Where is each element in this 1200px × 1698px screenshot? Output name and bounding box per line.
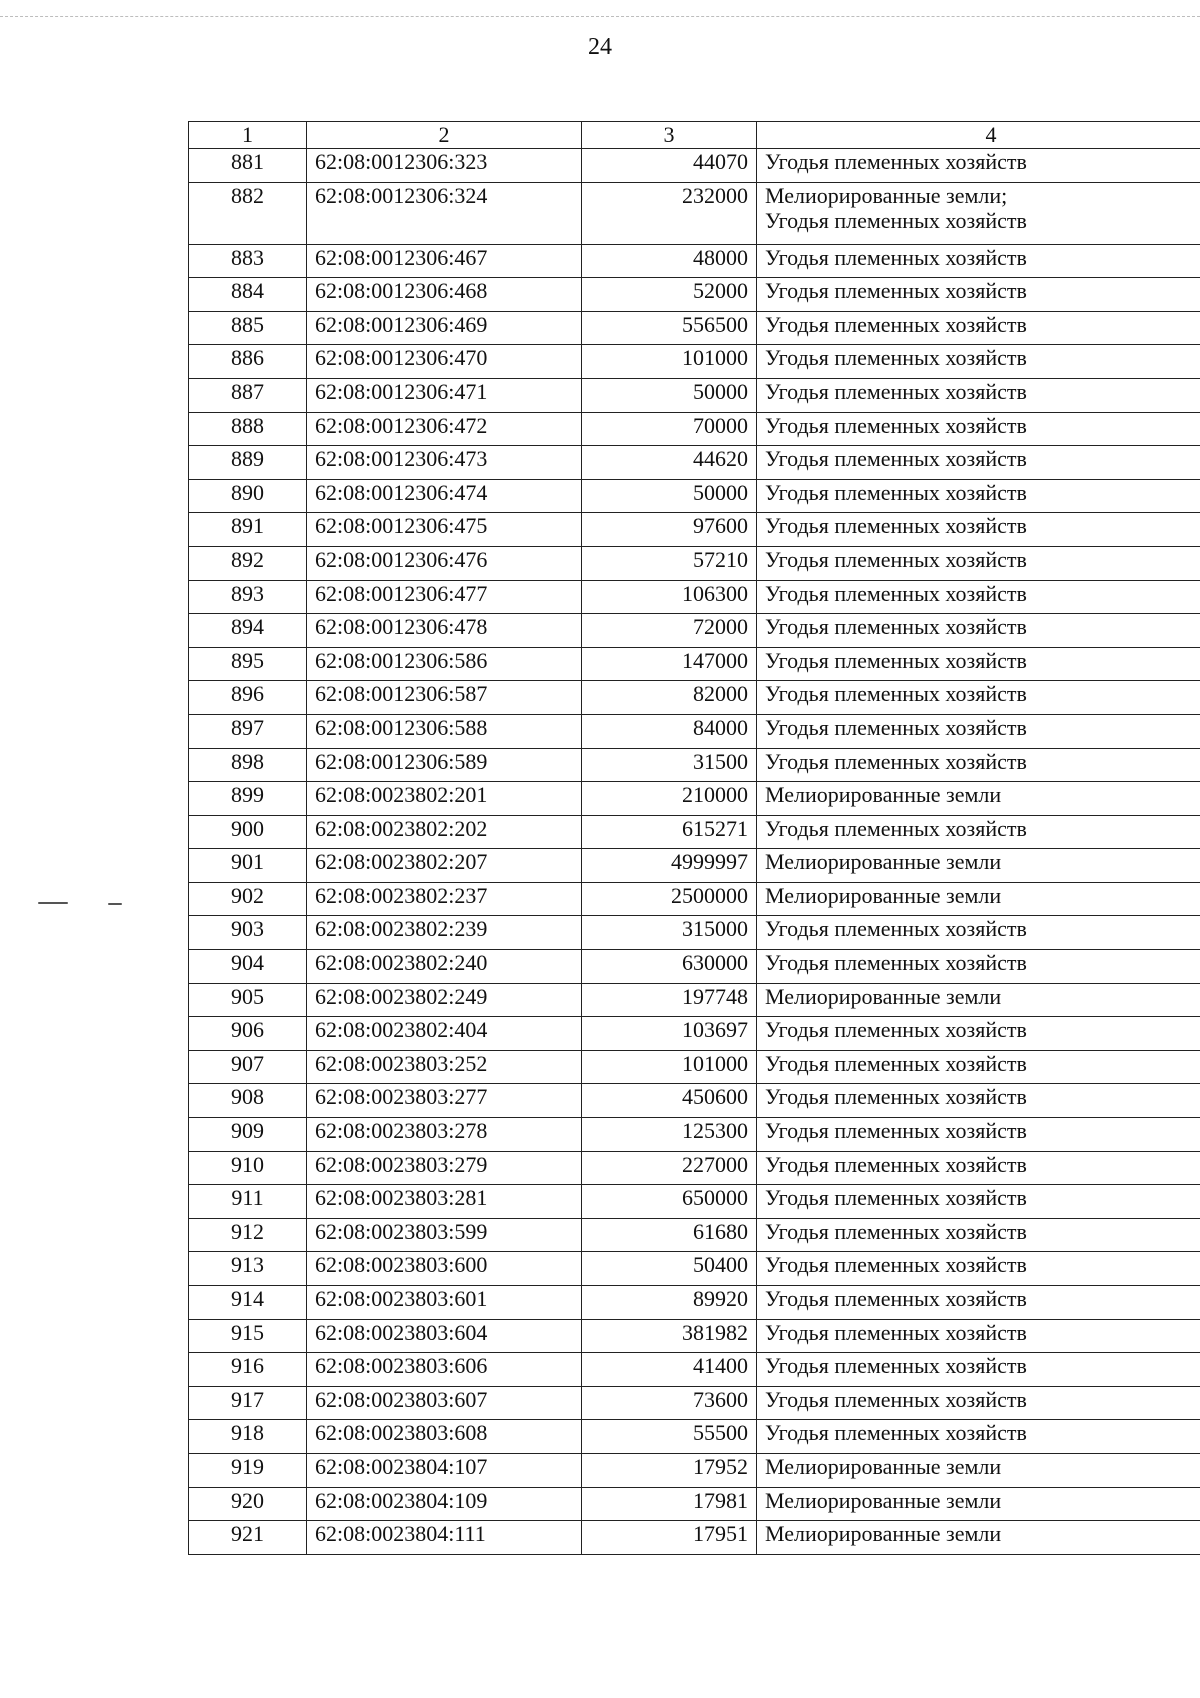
land-category — [757, 182, 1200, 244]
scan-edge-line — [0, 16, 1200, 17]
land-category — [757, 244, 1200, 278]
land-category-text: Угодья племенных хозяйств — [765, 244, 1027, 270]
row-number: 920 — [189, 1487, 307, 1521]
table-row — [189, 1151, 1200, 1185]
plot-area: 210000 — [582, 782, 757, 816]
row-number: 901 — [189, 849, 307, 883]
row-number: 898 — [189, 748, 307, 782]
row-number: 885 — [189, 311, 307, 345]
plot-area: 82000 — [582, 681, 757, 715]
land-category-text: Мелиорированные земли — [765, 782, 1002, 808]
cadastral-number: 62:08:0023804:107 — [307, 1453, 582, 1487]
land-category — [757, 1487, 1200, 1521]
table-row — [189, 1185, 1200, 1219]
land-category-text: Угодья племенных хозяйств — [765, 446, 1027, 472]
land-category — [757, 1453, 1200, 1487]
plot-area: 125300 — [582, 1118, 757, 1152]
cadastral-number: 62:08:0023803:252 — [307, 1050, 582, 1084]
land-category — [757, 278, 1200, 312]
land-category — [757, 1420, 1200, 1454]
table-row — [189, 1386, 1200, 1420]
cadastral-number: 62:08:0023803:599 — [307, 1218, 582, 1252]
plot-area: 615271 — [582, 815, 757, 849]
column-header-3: 3 — [582, 122, 757, 149]
table-row — [189, 311, 1200, 345]
table-row — [189, 1017, 1200, 1051]
table-row — [189, 1353, 1200, 1387]
cadastral-number: 62:08:0012306:588 — [307, 714, 582, 748]
row-number: 913 — [189, 1252, 307, 1286]
plot-area: 41400 — [582, 1353, 757, 1387]
cadastral-number: 62:08:0012306:467 — [307, 244, 582, 278]
land-category — [757, 714, 1200, 748]
plot-area: 72000 — [582, 614, 757, 648]
row-number: 909 — [189, 1118, 307, 1152]
plot-area: 97600 — [582, 513, 757, 547]
row-number: 917 — [189, 1386, 307, 1420]
row-number: 893 — [189, 580, 307, 614]
page-number: 24 — [588, 34, 612, 60]
land-category — [757, 1017, 1200, 1051]
land-category-text: Мелиорированные земли; Угодья племенных хозяйств — [765, 182, 1027, 233]
land-category — [757, 345, 1200, 379]
land-category-text: Угодья племенных хозяйств — [765, 311, 1027, 337]
plot-area: 197748 — [582, 983, 757, 1017]
table-row — [189, 446, 1200, 480]
land-category — [757, 983, 1200, 1017]
cadastral-number: 62:08:0012306:474 — [307, 479, 582, 513]
cadastral-number: 62:08:0023803:281 — [307, 1185, 582, 1219]
table-row — [189, 849, 1200, 883]
cadastral-number: 62:08:0023804:109 — [307, 1487, 582, 1521]
land-category — [757, 748, 1200, 782]
land-category — [757, 412, 1200, 446]
scan-mark — [108, 903, 122, 905]
cadastral-number: 62:08:0023803:601 — [307, 1286, 582, 1320]
land-category-text: Мелиорированные земли — [765, 983, 1002, 1009]
land-category-text: Угодья племенных хозяйств — [765, 345, 1027, 371]
row-number: 905 — [189, 983, 307, 1017]
land-category-text: Угодья племенных хозяйств — [765, 1420, 1027, 1446]
cadastral-number: 62:08:0023802:249 — [307, 983, 582, 1017]
cadastral-number: 62:08:0023803:604 — [307, 1319, 582, 1353]
plot-area: 101000 — [582, 345, 757, 379]
land-category-text: Угодья племенных хозяйств — [765, 479, 1027, 505]
table-row — [189, 345, 1200, 379]
cadastral-number: 62:08:0012306:478 — [307, 614, 582, 648]
table-row — [189, 1050, 1200, 1084]
table-row — [189, 983, 1200, 1017]
plot-area: 70000 — [582, 412, 757, 446]
land-category-text: Угодья племенных хозяйств — [765, 1118, 1027, 1144]
cadastral-number: 62:08:0023803:608 — [307, 1420, 582, 1454]
land-category — [757, 1252, 1200, 1286]
plot-area: 50400 — [582, 1252, 757, 1286]
row-number: 903 — [189, 916, 307, 950]
plot-area: 103697 — [582, 1017, 757, 1051]
plot-area: 450600 — [582, 1084, 757, 1118]
table-row — [189, 916, 1200, 950]
table-row — [189, 244, 1200, 278]
land-category-text: Угодья племенных хозяйств — [765, 748, 1027, 774]
plot-area: 52000 — [582, 278, 757, 312]
land-category — [757, 882, 1200, 916]
plot-area: 44620 — [582, 446, 757, 480]
plot-area: 48000 — [582, 244, 757, 278]
table-row — [189, 182, 1200, 244]
land-category — [757, 681, 1200, 715]
row-number: 906 — [189, 1017, 307, 1051]
table-row — [189, 1218, 1200, 1252]
cadastral-number: 62:08:0012306:469 — [307, 311, 582, 345]
land-category — [757, 1286, 1200, 1320]
table-row — [189, 1487, 1200, 1521]
table-row — [189, 614, 1200, 648]
cadastral-number: 62:08:0012306:587 — [307, 681, 582, 715]
plot-area: 2500000 — [582, 882, 757, 916]
plot-area: 50000 — [582, 378, 757, 412]
land-category — [757, 546, 1200, 580]
land-category-text: Угодья племенных хозяйств — [765, 714, 1027, 740]
plot-area: 227000 — [582, 1151, 757, 1185]
plot-area: 381982 — [582, 1319, 757, 1353]
plot-area: 630000 — [582, 950, 757, 984]
cadastral-number: 62:08:0012306:468 — [307, 278, 582, 312]
land-category — [757, 311, 1200, 345]
plot-area: 73600 — [582, 1386, 757, 1420]
land-category-text: Угодья племенных хозяйств — [765, 1151, 1027, 1177]
land-category-text: Угодья племенных хозяйств — [765, 614, 1027, 640]
table-row — [189, 815, 1200, 849]
plot-area: 31500 — [582, 748, 757, 782]
scan-mark — [38, 902, 68, 904]
land-category-text: Угодья племенных хозяйств — [765, 1084, 1027, 1110]
land-category — [757, 580, 1200, 614]
land-category — [757, 378, 1200, 412]
row-number: 907 — [189, 1050, 307, 1084]
cadastral-number: 62:08:0012306:324 — [307, 182, 582, 244]
cadastral-number: 62:08:0012306:323 — [307, 149, 582, 183]
land-category-text: Угодья племенных хозяйств — [765, 1286, 1027, 1311]
row-number: 919 — [189, 1453, 307, 1487]
land-category-text: Угодья племенных хозяйств — [765, 1252, 1027, 1278]
row-number: 900 — [189, 815, 307, 849]
cadastral-number: 62:08:0012306:476 — [307, 546, 582, 580]
land-category — [757, 815, 1200, 849]
land-category — [757, 916, 1200, 950]
plot-area: 4999997 — [582, 849, 757, 883]
plot-area: 147000 — [582, 647, 757, 681]
cadastral-number: 62:08:0023802:240 — [307, 950, 582, 984]
table-row — [189, 748, 1200, 782]
cadastral-number: 62:08:0012306:471 — [307, 378, 582, 412]
cadastral-number: 62:08:0023803:600 — [307, 1252, 582, 1286]
row-number: 894 — [189, 614, 307, 648]
table-row — [189, 1521, 1200, 1555]
table-row — [189, 378, 1200, 412]
row-number: 889 — [189, 446, 307, 480]
plot-area: 17952 — [582, 1453, 757, 1487]
plot-area: 50000 — [582, 479, 757, 513]
land-category-text: Мелиорированные земли — [765, 882, 1002, 908]
land-category — [757, 1118, 1200, 1152]
cadastral-number: 62:08:0012306:477 — [307, 580, 582, 614]
cadastral-number: 62:08:0012306:589 — [307, 748, 582, 782]
row-number: 892 — [189, 546, 307, 580]
row-number: 918 — [189, 1420, 307, 1454]
plot-area: 17951 — [582, 1521, 757, 1555]
row-number: 902 — [189, 882, 307, 916]
cadastral-number: 62:08:0023803:277 — [307, 1084, 582, 1118]
row-number: 914 — [189, 1286, 307, 1320]
land-category — [757, 614, 1200, 648]
land-category — [757, 1218, 1200, 1252]
land-category — [757, 1386, 1200, 1420]
cadastral-number: 62:08:0023802:237 — [307, 882, 582, 916]
table-row — [189, 647, 1200, 681]
row-number: 904 — [189, 950, 307, 984]
cadastral-number: 62:08:0012306:472 — [307, 412, 582, 446]
row-number: 891 — [189, 513, 307, 547]
land-category-text: Угодья племенных хозяйств — [765, 580, 1027, 606]
land-category — [757, 1319, 1200, 1353]
column-header-4: 4 — [757, 122, 1200, 149]
column-header-2: 2 — [307, 122, 582, 149]
cadastral-number: 62:08:0023803:606 — [307, 1353, 582, 1387]
table-row — [189, 278, 1200, 312]
plot-area: 315000 — [582, 916, 757, 950]
land-category — [757, 1185, 1200, 1219]
row-number: 888 — [189, 412, 307, 446]
table-row — [189, 1319, 1200, 1353]
land-category-text: Угодья племенных хозяйств — [765, 546, 1027, 572]
table-body — [189, 122, 1200, 1555]
land-category — [757, 950, 1200, 984]
table-row — [189, 479, 1200, 513]
cadastral-number: 62:08:0012306:473 — [307, 446, 582, 480]
cadastral-number: 62:08:0023803:278 — [307, 1118, 582, 1152]
row-number: 915 — [189, 1319, 307, 1353]
land-category — [757, 1151, 1200, 1185]
land-category — [757, 479, 1200, 513]
land-category — [757, 849, 1200, 883]
land-category-text: Угодья племенных хозяйств — [765, 1319, 1027, 1345]
land-category-text: Угодья племенных хозяйств — [765, 513, 1027, 539]
row-number: 916 — [189, 1353, 307, 1387]
plot-area: 17981 — [582, 1487, 757, 1521]
plot-area: 556500 — [582, 311, 757, 345]
plot-area: 44070 — [582, 149, 757, 183]
plot-area: 55500 — [582, 1420, 757, 1454]
cadastral-number: 62:08:0012306:475 — [307, 513, 582, 547]
land-category-text: Мелиорированные земли — [765, 1487, 1002, 1513]
land-category-text: Угодья племенных хозяйств — [765, 647, 1027, 673]
land-category-text: Угодья племенных хозяйств — [765, 149, 1027, 174]
row-number: 887 — [189, 378, 307, 412]
cadastral-number: 62:08:0023802:239 — [307, 916, 582, 950]
table-row — [189, 580, 1200, 614]
table-header-row — [189, 122, 1200, 149]
table-row — [189, 513, 1200, 547]
land-category — [757, 446, 1200, 480]
plot-area: 232000 — [582, 182, 757, 244]
row-number: 912 — [189, 1218, 307, 1252]
row-number: 886 — [189, 345, 307, 379]
plot-area: 57210 — [582, 546, 757, 580]
row-number: 895 — [189, 647, 307, 681]
table-row — [189, 546, 1200, 580]
table-row — [189, 412, 1200, 446]
plot-area: 101000 — [582, 1050, 757, 1084]
row-number: 908 — [189, 1084, 307, 1118]
land-category-text: Угодья племенных хозяйств — [765, 1386, 1027, 1412]
land-category — [757, 782, 1200, 816]
land-plots-table — [188, 121, 1200, 1555]
land-category-text: Угодья племенных хозяйств — [765, 681, 1027, 707]
land-category — [757, 1521, 1200, 1555]
land-category — [757, 1050, 1200, 1084]
plot-area: 61680 — [582, 1218, 757, 1252]
table-row — [189, 714, 1200, 748]
land-category-text: Мелиорированные земли — [765, 1521, 1002, 1547]
land-category-text: Угодья племенных хозяйств — [765, 1017, 1027, 1043]
land-category-text: Угодья племенных хозяйств — [765, 950, 1027, 976]
cadastral-number: 62:08:0023802:404 — [307, 1017, 582, 1051]
row-number: 884 — [189, 278, 307, 312]
land-category-text: Мелиорированные земли — [765, 1453, 1002, 1479]
column-header-1: 1 — [189, 122, 307, 149]
row-number: 897 — [189, 714, 307, 748]
row-number: 882 — [189, 182, 307, 244]
table-row — [189, 1252, 1200, 1286]
row-number: 911 — [189, 1185, 307, 1219]
row-number: 890 — [189, 479, 307, 513]
table-row — [189, 1420, 1200, 1454]
land-category-text: Угодья племенных хозяйств — [765, 1353, 1027, 1379]
table-row — [189, 681, 1200, 715]
table-row — [189, 149, 1200, 183]
table-row — [189, 782, 1200, 816]
land-category — [757, 1353, 1200, 1387]
plot-area: 650000 — [582, 1185, 757, 1219]
land-category-text: Угодья племенных хозяйств — [765, 378, 1027, 404]
land-category — [757, 513, 1200, 547]
plot-area: 89920 — [582, 1286, 757, 1320]
row-number: 899 — [189, 782, 307, 816]
table-row — [189, 1453, 1200, 1487]
plot-area: 84000 — [582, 714, 757, 748]
cadastral-number: 62:08:0023803:279 — [307, 1151, 582, 1185]
row-number: 883 — [189, 244, 307, 278]
land-category-text: Угодья племенных хозяйств — [765, 278, 1027, 304]
land-category-text: Угодья племенных хозяйств — [765, 1050, 1027, 1076]
cadastral-number: 62:08:0023803:607 — [307, 1386, 582, 1420]
land-category — [757, 647, 1200, 681]
cadastral-number: 62:08:0012306:470 — [307, 345, 582, 379]
row-number: 921 — [189, 1521, 307, 1555]
table-row — [189, 1084, 1200, 1118]
table-row — [189, 950, 1200, 984]
cadastral-number: 62:08:0023804:111 — [307, 1521, 582, 1555]
table-row — [189, 882, 1200, 916]
land-category-text: Угодья племенных хозяйств — [765, 815, 1027, 841]
cadastral-number: 62:08:0023802:207 — [307, 849, 582, 883]
cadastral-number: 62:08:0023802:201 — [307, 782, 582, 816]
row-number: 910 — [189, 1151, 307, 1185]
land-category-text: Угодья племенных хозяйств — [765, 1218, 1027, 1244]
land-category-text: Угодья племенных хозяйств — [765, 916, 1027, 942]
row-number: 896 — [189, 681, 307, 715]
row-number: 881 — [189, 149, 307, 183]
cadastral-number: 62:08:0023802:202 — [307, 815, 582, 849]
land-category — [757, 149, 1200, 183]
land-category-text: Угодья племенных хозяйств — [765, 1185, 1027, 1211]
table-row — [189, 1118, 1200, 1152]
land-category-text: Угодья племенных хозяйств — [765, 412, 1027, 438]
land-category-text: Мелиорированные земли — [765, 849, 1002, 875]
table-row — [189, 1286, 1200, 1320]
land-category — [757, 1084, 1200, 1118]
plot-area: 106300 — [582, 580, 757, 614]
cadastral-number: 62:08:0012306:586 — [307, 647, 582, 681]
